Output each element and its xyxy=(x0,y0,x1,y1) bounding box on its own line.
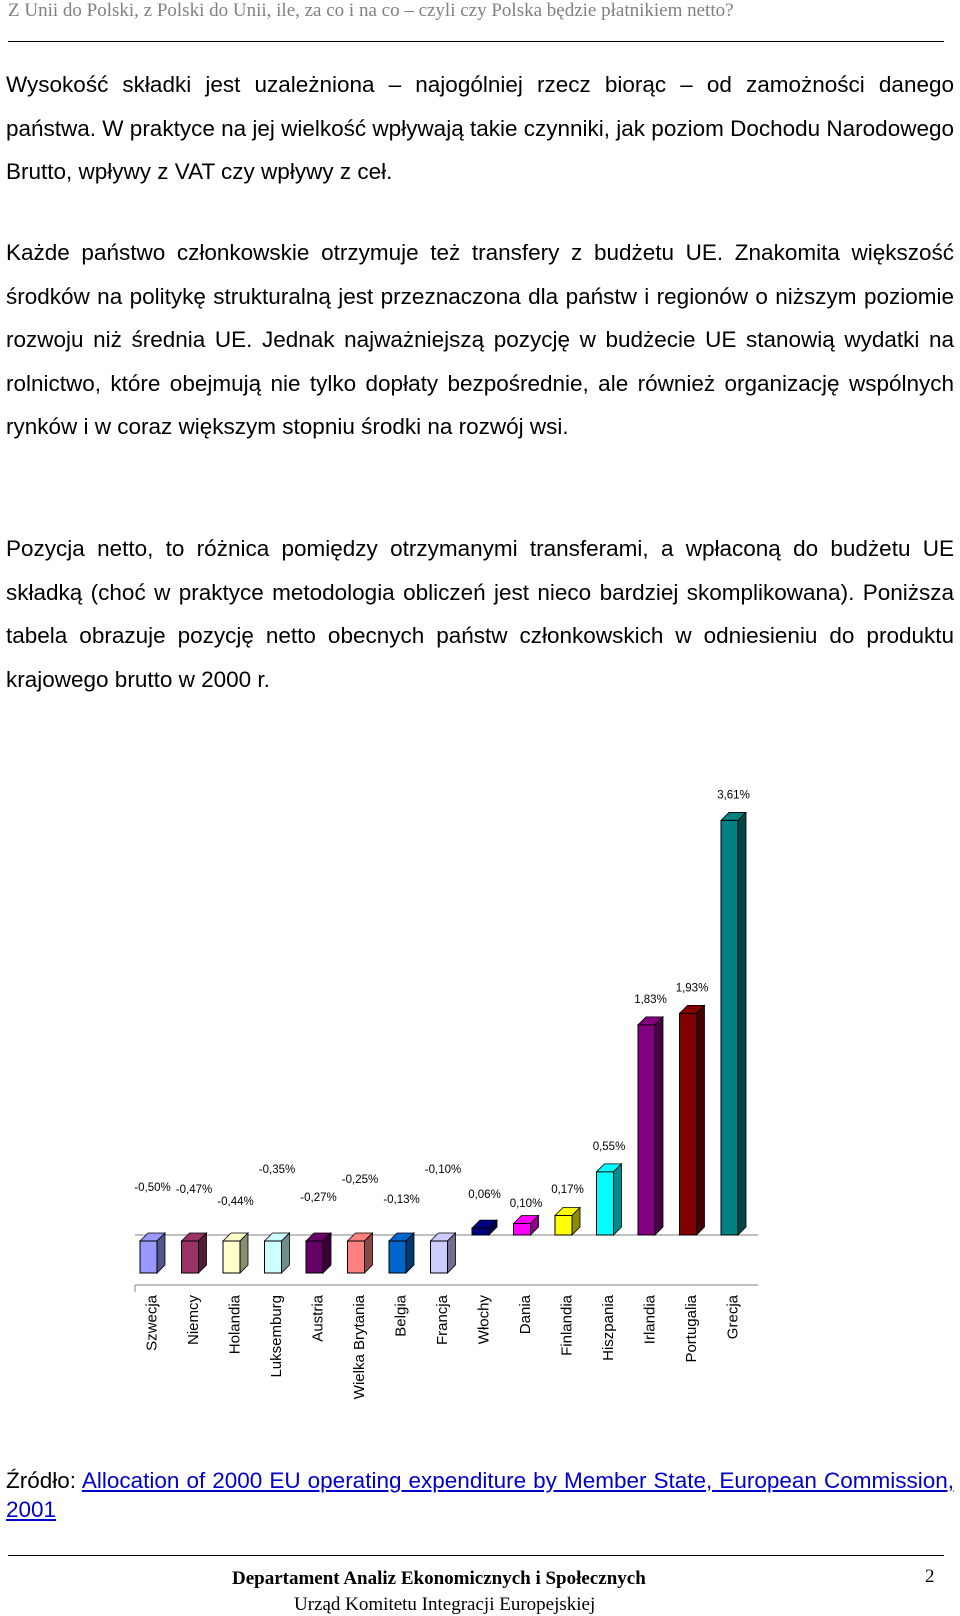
header-rule xyxy=(8,41,944,42)
paragraph: Każde państwo członkowskie otrzymuje też transfery z budżetu UE. Znakomita większość środków na politykę strukturalną jest przeznaczona dla państw i regionów o niższym poziomie rozwoju niż średnia UE. Jednak najważniejszą pozycję w budżecie UE stanowią wydatki na rolnictwo, które obejmują nie tylko dopłaty bezpośrednie, ale również organizację wspólnych rynków i w coraz większym stopniu środki na rozwój wsi. xyxy=(6,240,954,439)
bar-side-Portugalia xyxy=(697,1005,705,1235)
bar-Szwecja xyxy=(140,1241,157,1273)
bar-Włochy xyxy=(472,1228,489,1235)
footer-department: Departament Analiz Ekonomicznych i Społecznych xyxy=(232,1568,646,1589)
bar-Belgia xyxy=(389,1241,406,1273)
category-label: Portugalia xyxy=(682,1295,700,1363)
bar-Dania xyxy=(514,1224,531,1235)
data-label: 0,10% xyxy=(509,1198,543,1210)
paragraph: Wysokość składki jest uzależniona – najogólniej rzecz biorąc – od zamożności danego państwa. W praktyce na jej wielkość wpływają takie czynniki, jak poziom Dochodu Narodowego Brutto, wpływy z VAT czy wpływy z ceł. xyxy=(6,72,954,184)
bar-Finlandia xyxy=(555,1215,572,1235)
data-label: 3,61% xyxy=(717,789,750,802)
category-label: Holandia xyxy=(226,1295,244,1355)
paragraph: Pozycja netto, to różnica pomiędzy otrzymanymi transferami, a wpłaconą do budżetu UE składką (choć w praktyce metodologia obliczeń jest nieco bardziej skomplikowana). Poniższa tabela obrazuje pozycję netto obecnych państw członkowskich w odniesieniu do produktu krajowego brutto w 2000 r. xyxy=(6,536,954,692)
data-label: -0,13% xyxy=(383,1194,420,1206)
data-label: -0,50% xyxy=(134,1182,171,1194)
data-label: -0,25% xyxy=(341,1174,379,1186)
bar-Holandia xyxy=(223,1241,240,1273)
footer-rule xyxy=(8,1555,944,1556)
category-label: Niemcy xyxy=(184,1295,202,1346)
data-label: -0,44% xyxy=(217,1196,254,1208)
category-label: Włochy xyxy=(475,1295,493,1345)
bar-Austria xyxy=(306,1241,323,1273)
bar-Luksemburg xyxy=(265,1241,282,1273)
source-link[interactable]: Allocation of 2000 EU operating expenditure by Member State, European Commission, 2001 xyxy=(6,1468,954,1522)
category-label: Austria xyxy=(309,1295,327,1342)
category-label: Hiszpania xyxy=(599,1295,617,1361)
category-label: Francja xyxy=(433,1295,451,1346)
bar-Hiszpania xyxy=(597,1172,614,1235)
bar-side-Grecja xyxy=(738,812,746,1235)
page-number: 2 xyxy=(925,1566,935,1587)
data-label: -0,47% xyxy=(175,1184,213,1196)
category-label: Finlandia xyxy=(558,1295,576,1356)
source-prefix: Źródło: xyxy=(6,1468,82,1493)
data-label: 0,06% xyxy=(468,1189,501,1201)
bar-Wielka Brytania xyxy=(348,1241,365,1273)
category-label: Belgia xyxy=(392,1295,410,1337)
bar-Niemcy xyxy=(182,1241,199,1273)
bar-Francja xyxy=(431,1241,448,1273)
category-label: Wielka Brytania xyxy=(350,1295,368,1400)
data-label: 0,55% xyxy=(592,1140,626,1153)
footer-office: Urząd Komitetu Integracji Europejskiej xyxy=(294,1594,596,1615)
bar-Portugalia xyxy=(680,1013,697,1235)
category-label: Irlandia xyxy=(641,1295,659,1345)
data-label: -0,27% xyxy=(300,1192,337,1204)
net-position-bar-chart xyxy=(0,780,960,1440)
category-label: Grecja xyxy=(724,1295,742,1340)
bar-Irlandia xyxy=(638,1025,655,1235)
page-header-title: Z Unii do Polski, z Polski do Unii, ile, za co i na co – czyli czy Polska będzie płatnikiem netto? xyxy=(8,0,734,21)
category-label: Szwecja xyxy=(143,1295,161,1351)
data-label: 1,83% xyxy=(634,993,667,1006)
data-label: -0,35% xyxy=(258,1164,296,1176)
bar-Grecja xyxy=(721,820,738,1235)
source-note xyxy=(6,1466,954,1524)
data-label: -0,10% xyxy=(424,1164,462,1176)
category-label: Luksemburg xyxy=(267,1295,285,1378)
data-label: 1,93% xyxy=(675,982,709,995)
bar-side-Hiszpania xyxy=(614,1164,622,1235)
data-label: 0,17% xyxy=(551,1184,584,1196)
bar-side-Irlandia xyxy=(655,1017,663,1235)
category-label: Dania xyxy=(516,1295,534,1335)
